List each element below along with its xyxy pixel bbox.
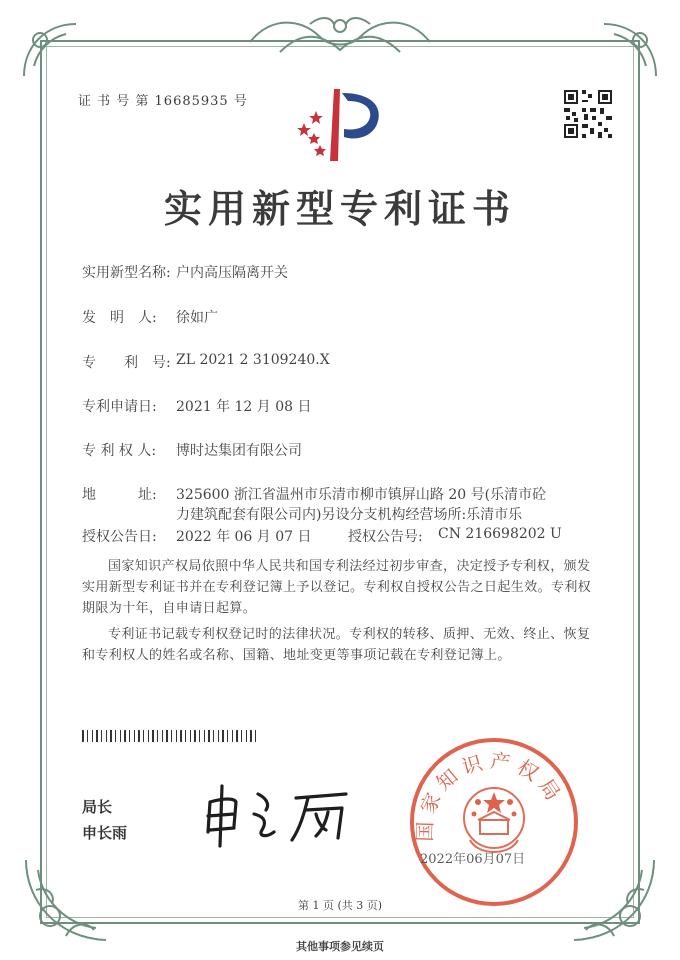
barcode-bar [236,730,238,742]
barcode-bar [213,730,214,742]
field-label-grant-date: 授权公告日: [82,529,157,545]
legal-statement-paragraph-1: 国家知识产权局依照中华人民共和国专利法经过初步审查，决定授予专利权，颁发实用新型专利证书并在专利登记簿上予以登记。专利权自授权公告之日起生效。专利权期限为十年，自申请日起算。 [82,559,592,616]
certificate-number: 证 书 号 第 16685935 号 [78,94,248,109]
barcode-bar [227,730,228,742]
seal-date: 2022年06月07日 [420,852,526,867]
barcode-bar [110,730,112,742]
barcode-bar [241,730,242,742]
field-label-patent-number: 专 利 号: [82,355,171,371]
barcode-bar [222,730,224,742]
barcode-bar [190,730,191,742]
field-value-application-date: 2021 年 12 月 08 日 [176,399,312,415]
field-value-patent-number: ZL 2021 2 3109240.X [176,352,330,368]
barcode-bar [115,730,116,742]
barcode-bar [185,730,186,742]
barcode-bar [171,730,172,742]
barcode-bar [101,730,102,742]
field-value-announcement-number: CN 216698202 U [438,526,562,542]
patent-office-logo [290,85,386,165]
barcode-bar [92,730,93,742]
field-label-address: 地 址: [82,487,157,503]
barcode-bar [82,730,84,742]
director-title: 局长 [82,798,113,816]
director-signature [196,780,366,850]
barcode-bar [255,730,256,742]
top-ornament [240,12,440,62]
barcode-bar [250,730,252,742]
corner-ornament-top-right [594,16,664,86]
barcode-bar [120,730,121,742]
field-value-inventor: 徐如广 [176,310,218,326]
field-label-inventor: 发 明 人: [82,310,157,326]
barcode-bar [246,730,247,742]
barcode-bar [106,730,107,742]
barcode-bar [176,730,177,742]
field-value-grant-date: 2022 年 06 月 07 日 [176,529,312,545]
barcode-bar [148,730,149,742]
seal-text: 国家知识产权局 [412,748,569,842]
barcode-bar [138,730,140,742]
page-number: 第 1 页 (共 3 页) [297,899,383,912]
field-value-utility-name: 户内高压隔离开关 [176,265,288,281]
official-seal [408,736,580,908]
field-value-address-line1: 325600 浙江省温州市乐清市柳市镇屏山路 20 号(乐清市砼 [176,487,547,503]
field-label-patentee: 专 利 权 人: [82,443,157,459]
barcode-bar [208,730,210,742]
barcode-bar [232,730,233,742]
barcode [82,730,262,742]
barcode-bar [96,730,98,742]
certificate-title: 实用新型专利证书 [163,186,516,231]
legal-statement-paragraph-2: 专利证书记载专利权登记时的法律状况。专利权的转移、质押、无效、终止、恢复和专利权人的姓名或名称、国籍、地址变更等事项记载在专利登记簿上。 [82,627,591,663]
barcode-bar [152,730,154,742]
field-value-patentee: 博时达集团有限公司 [176,443,302,459]
footer-note: 其他事项参见续页 [296,940,384,953]
field-label-announcement-number: 授权公告号: [348,529,423,545]
barcode-bar [218,730,219,742]
barcode-bar [204,730,205,742]
barcode-bar [199,730,200,742]
field-label-application-date: 专利申请日: [82,399,157,415]
barcode-bar [87,730,88,742]
field-label-utility-name: 实用新型名称: [82,265,171,281]
barcode-bar [194,730,196,742]
barcode-bar [134,730,135,742]
barcode-bar [180,730,182,742]
barcode-bar [162,730,163,742]
barcode-bar [143,730,144,742]
field-value-address-line2: 力建筑配套有限公司内)另设分支机构经营场所:乐清市乐 [176,507,523,523]
barcode-bar [166,730,168,742]
barcode-bar [124,730,126,742]
qr-code [562,88,614,140]
corner-ornament-top-left [16,16,86,86]
barcode-bar [157,730,158,742]
director-name: 申长雨 [82,824,128,842]
barcode-bar [129,730,130,742]
